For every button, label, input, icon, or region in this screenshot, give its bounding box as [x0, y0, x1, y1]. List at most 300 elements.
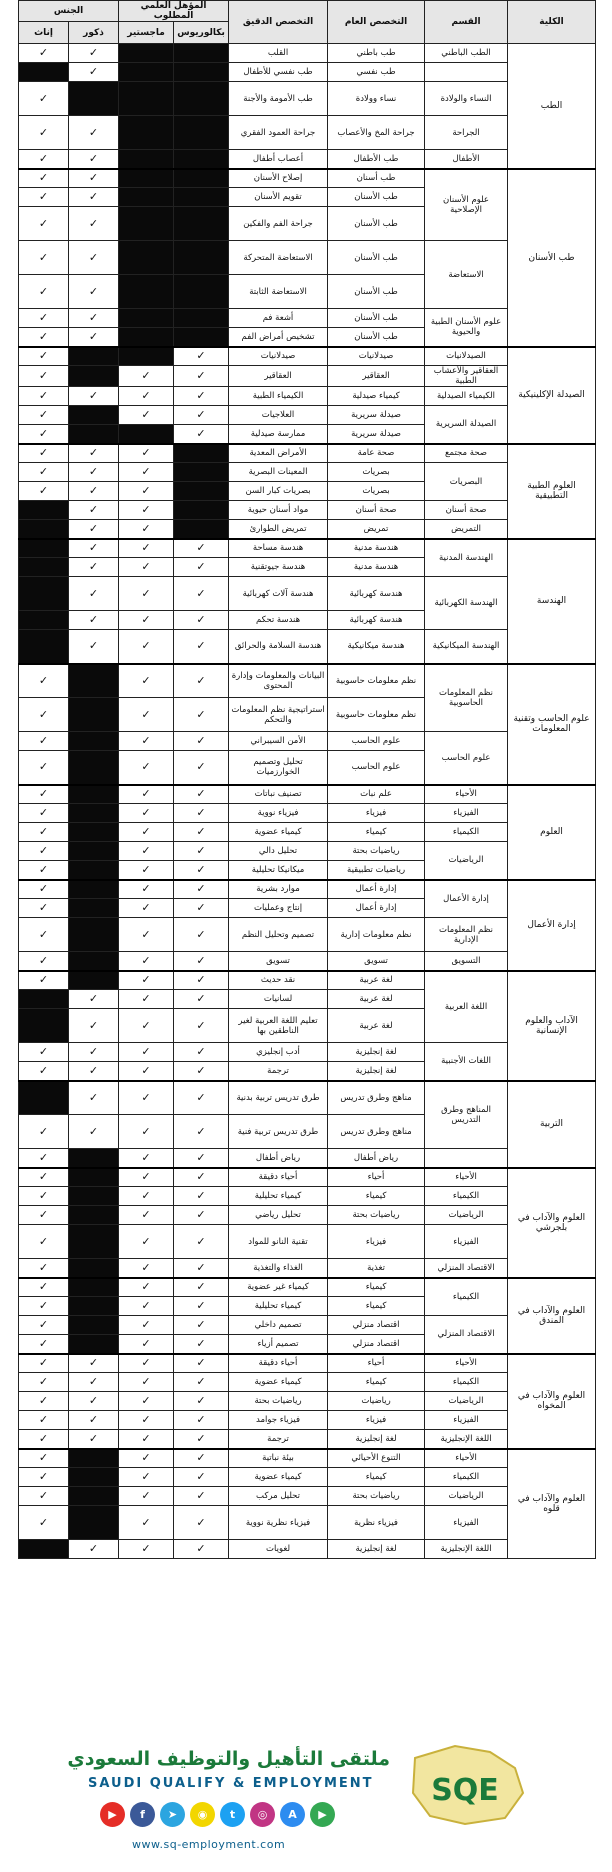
table-row: [19, 1081, 596, 1115]
general-major: اقتصاد منزلي: [328, 1335, 425, 1354]
college-name: إدارة الأعمال: [508, 880, 596, 971]
master-unavailable-cell: [119, 150, 174, 169]
male-unavailable-cell: [69, 861, 119, 880]
header-qualification: المؤهل العلمي المطلوب: [119, 1, 229, 22]
bachelor-check: ✓: [174, 952, 229, 971]
bachelor-check: ✓: [174, 732, 229, 751]
master-check: ✓: [119, 1187, 174, 1206]
master-check: ✓: [119, 1487, 174, 1506]
general-major: كيمياء: [328, 1187, 425, 1206]
table-row: [19, 347, 596, 366]
app-store-icon[interactable]: A: [280, 1802, 305, 1827]
general-major: تغذية: [328, 1259, 425, 1278]
master-check: ✓: [119, 1430, 174, 1449]
bachelor-check: ✓: [174, 1225, 229, 1259]
general-major: كيمياء: [328, 1297, 425, 1316]
bachelor-unavailable-cell: [174, 241, 229, 275]
department-name: علوم الأسنان الإصلاحية: [425, 169, 508, 241]
bachelor-unavailable-cell: [174, 63, 229, 82]
telegram-icon[interactable]: ➤: [160, 1802, 185, 1827]
general-major: لغة عربية: [328, 990, 425, 1009]
bachelor-check: ✓: [174, 1487, 229, 1506]
master-unavailable-cell: [119, 207, 174, 241]
bachelor-check: ✓: [174, 1335, 229, 1354]
header-male: ذكور: [69, 22, 119, 44]
female-check: ✓: [19, 1115, 69, 1149]
male-check: ✓: [69, 387, 119, 406]
master-check: ✓: [119, 990, 174, 1009]
college-name: العلوم والآداب في المندق: [508, 1278, 596, 1354]
male-unavailable-cell: [69, 785, 119, 804]
general-major: بصريات: [328, 463, 425, 482]
master-check: ✓: [119, 406, 174, 425]
specific-major: صيدلانيات: [229, 347, 328, 366]
general-major: نظم معلومات حاسوبية: [328, 698, 425, 732]
master-check: ✓: [119, 611, 174, 630]
specific-major: أحياء دقيقة: [229, 1168, 328, 1187]
bachelor-check: ✓: [174, 804, 229, 823]
general-major: طب الأسنان: [328, 275, 425, 309]
female-check: ✓: [19, 952, 69, 971]
youtube-icon[interactable]: ▶: [100, 1802, 125, 1827]
male-unavailable-cell: [69, 918, 119, 952]
college-name: العلوم والآداب في المخواه: [508, 1354, 596, 1449]
general-major: فيزياء نظرية: [328, 1506, 425, 1540]
specific-major: تقنية النانو للمواد: [229, 1225, 328, 1259]
master-check: ✓: [119, 1115, 174, 1149]
header-college: الكلية: [508, 1, 596, 44]
master-check: ✓: [119, 1540, 174, 1559]
department-name: الاقتصاد المنزلي: [425, 1316, 508, 1354]
female-unavailable-cell: [19, 630, 69, 664]
male-check: ✓: [69, 501, 119, 520]
master-check: ✓: [119, 1354, 174, 1373]
general-major: رياض أطفال: [328, 1149, 425, 1168]
female-check: ✓: [19, 347, 69, 366]
bachelor-unavailable-cell: [174, 150, 229, 169]
bachelor-check: ✓: [174, 1115, 229, 1149]
department-name: الرياضيات: [425, 1487, 508, 1506]
female-check: ✓: [19, 1168, 69, 1187]
google-play-icon[interactable]: ▶: [310, 1802, 335, 1827]
table-row: [19, 1168, 596, 1187]
master-check: ✓: [119, 463, 174, 482]
department-name: نظم المعلومات الحاسوبية: [425, 664, 508, 732]
female-check: ✓: [19, 1354, 69, 1373]
table-body: [19, 44, 596, 1559]
female-unavailable-cell: [19, 1081, 69, 1115]
master-check: ✓: [119, 501, 174, 520]
department-name: علوم الحاسب: [425, 732, 508, 785]
male-unavailable-cell: [69, 751, 119, 785]
master-check: ✓: [119, 1316, 174, 1335]
general-major: نساء وولادة: [328, 82, 425, 116]
department-name: [425, 1149, 508, 1168]
female-check: ✓: [19, 387, 69, 406]
master-unavailable-cell: [119, 347, 174, 366]
bachelor-check: ✓: [174, 785, 229, 804]
male-unavailable-cell: [69, 804, 119, 823]
master-check: ✓: [119, 823, 174, 842]
female-check: ✓: [19, 116, 69, 150]
male-check: ✓: [69, 520, 119, 539]
female-check: ✓: [19, 82, 69, 116]
general-major: لغة إنجليزية: [328, 1430, 425, 1449]
bachelor-unavailable-cell: [174, 309, 229, 328]
male-unavailable-cell: [69, 698, 119, 732]
master-check: ✓: [119, 1149, 174, 1168]
specific-major: موارد بشرية: [229, 880, 328, 899]
department-name: التمريض: [425, 520, 508, 539]
female-check: ✓: [19, 732, 69, 751]
female-check: ✓: [19, 861, 69, 880]
male-check: ✓: [69, 539, 119, 558]
specific-major: أعصاب أطفال: [229, 150, 328, 169]
bachelor-unavailable-cell: [174, 275, 229, 309]
department-name: العقاقير والأعشاب الطبية: [425, 366, 508, 387]
female-check: ✓: [19, 482, 69, 501]
header-gender: الجنس: [19, 1, 119, 22]
male-unavailable-cell: [69, 952, 119, 971]
female-check: ✓: [19, 842, 69, 861]
general-major: فيزياء: [328, 1225, 425, 1259]
specific-major: أدب إنجليزي: [229, 1043, 328, 1062]
female-unavailable-cell: [19, 990, 69, 1009]
table-row: [19, 169, 596, 188]
general-major: تسويق: [328, 952, 425, 971]
female-check: ✓: [19, 1062, 69, 1081]
specific-major: القلب: [229, 44, 328, 63]
sqe-logo: [395, 1738, 535, 1828]
female-check: ✓: [19, 1411, 69, 1430]
bachelor-check: ✓: [174, 1316, 229, 1335]
specific-major: طرق تدريس تربية فنية: [229, 1115, 328, 1149]
male-check: ✓: [69, 241, 119, 275]
bachelor-check: ✓: [174, 1392, 229, 1411]
specific-major: هندسة تحكم: [229, 611, 328, 630]
female-check: ✓: [19, 1506, 69, 1540]
master-check: ✓: [119, 1043, 174, 1062]
male-unavailable-cell: [69, 1225, 119, 1259]
specific-major: البيانات والمعلومات وإدارة المحتوى: [229, 664, 328, 698]
department-name: الأحياء: [425, 1449, 508, 1468]
department-name: الفيزياء: [425, 1411, 508, 1430]
general-major: هندسة مدنية: [328, 539, 425, 558]
specific-major: تصميم أزياء: [229, 1335, 328, 1354]
department-name: الكيمياء الصيدلية: [425, 387, 508, 406]
general-major: مناهج وطرق تدريس: [328, 1081, 425, 1115]
female-check: ✓: [19, 241, 69, 275]
twitter-icon[interactable]: t: [220, 1802, 245, 1827]
female-check: ✓: [19, 918, 69, 952]
male-check: ✓: [69, 1081, 119, 1115]
master-check: ✓: [119, 1392, 174, 1411]
general-major: صحة عامة: [328, 444, 425, 463]
male-unavailable-cell: [69, 1206, 119, 1225]
male-check: ✓: [69, 150, 119, 169]
specific-major: طب الأمومة والأجنة: [229, 82, 328, 116]
master-check: ✓: [119, 698, 174, 732]
specific-major: طب نفسي للأطفال: [229, 63, 328, 82]
general-major: أحياء: [328, 1168, 425, 1187]
master-check: ✓: [119, 558, 174, 577]
specific-major: جراحة العمود الفقري: [229, 116, 328, 150]
master-unavailable-cell: [119, 169, 174, 188]
male-check: ✓: [69, 1009, 119, 1043]
general-major: كيمياء: [328, 1468, 425, 1487]
female-check: ✓: [19, 207, 69, 241]
specific-major: تقويم الأسنان: [229, 188, 328, 207]
general-major: كيمياء: [328, 823, 425, 842]
facebook-icon[interactable]: f: [130, 1802, 155, 1827]
department-name: إدارة الأعمال: [425, 880, 508, 918]
male-check: ✓: [69, 207, 119, 241]
general-major: رياضيات بحتة: [328, 842, 425, 861]
specific-major: تشخيص أمراض الفم: [229, 328, 328, 347]
general-major: مناهج وطرق تدريس: [328, 1115, 425, 1149]
bachelor-check: ✓: [174, 1449, 229, 1468]
master-check: ✓: [119, 482, 174, 501]
specific-major: فيزياء نووية: [229, 804, 328, 823]
bachelor-check: ✓: [174, 1540, 229, 1559]
specific-major: تمريض الطوارئ: [229, 520, 328, 539]
bachelor-check: ✓: [174, 611, 229, 630]
male-check: ✓: [69, 1373, 119, 1392]
male-unavailable-cell: [69, 1297, 119, 1316]
specific-major: ترجمة: [229, 1062, 328, 1081]
college-name: التربية: [508, 1081, 596, 1168]
master-unavailable-cell: [119, 188, 174, 207]
general-major: تمريض: [328, 520, 425, 539]
specific-major: مواد أسنان حيوية: [229, 501, 328, 520]
specific-major: كيمياء عضوية: [229, 1373, 328, 1392]
bachelor-check: ✓: [174, 1062, 229, 1081]
female-check: ✓: [19, 1206, 69, 1225]
bachelor-unavailable-cell: [174, 188, 229, 207]
general-major: علم نبات: [328, 785, 425, 804]
female-check: ✓: [19, 1468, 69, 1487]
bachelor-check: ✓: [174, 1149, 229, 1168]
male-unavailable-cell: [69, 842, 119, 861]
master-unavailable-cell: [119, 425, 174, 444]
general-major: هندسة كهربائية: [328, 577, 425, 611]
female-check: ✓: [19, 804, 69, 823]
bachelor-check: ✓: [174, 577, 229, 611]
department-name: الفيزياء: [425, 1225, 508, 1259]
bachelor-unavailable-cell: [174, 520, 229, 539]
male-check: ✓: [69, 44, 119, 63]
college-name: علوم الحاسب وتقنية المعلومات: [508, 664, 596, 785]
female-unavailable-cell: [19, 577, 69, 611]
master-check: ✓: [119, 1468, 174, 1487]
bachelor-check: ✓: [174, 1168, 229, 1187]
specific-major: إنتاج وعمليات: [229, 899, 328, 918]
female-check: ✓: [19, 785, 69, 804]
male-unavailable-cell: [69, 880, 119, 899]
general-major: كيمياء: [328, 1373, 425, 1392]
master-check: ✓: [119, 880, 174, 899]
college-name: العلوم والآداب في بلجرشي: [508, 1168, 596, 1278]
female-check: ✓: [19, 275, 69, 309]
female-check: ✓: [19, 1373, 69, 1392]
specific-major: كيمياء عضوية: [229, 1468, 328, 1487]
specific-major: إصلاح الأسنان: [229, 169, 328, 188]
specific-major: ميكانيكا تحليلية: [229, 861, 328, 880]
master-unavailable-cell: [119, 44, 174, 63]
female-check: ✓: [19, 1187, 69, 1206]
master-check: ✓: [119, 785, 174, 804]
department-name: الكيمياء: [425, 823, 508, 842]
table-row: [19, 1449, 596, 1468]
master-check: ✓: [119, 1225, 174, 1259]
general-major: فيزياء: [328, 804, 425, 823]
specific-major: فيزياء نظرية نووية: [229, 1506, 328, 1540]
master-check: ✓: [119, 444, 174, 463]
male-unavailable-cell: [69, 1335, 119, 1354]
master-unavailable-cell: [119, 328, 174, 347]
male-check: ✓: [69, 990, 119, 1009]
master-check: ✓: [119, 918, 174, 952]
bachelor-check: ✓: [174, 1297, 229, 1316]
header-master: ماجستير: [119, 22, 174, 44]
female-check: ✓: [19, 1043, 69, 1062]
master-check: ✓: [119, 577, 174, 611]
general-major: إدارة أعمال: [328, 899, 425, 918]
master-check: ✓: [119, 971, 174, 990]
department-name: الأحياء: [425, 785, 508, 804]
general-major: صيدلة سريرية: [328, 425, 425, 444]
bachelor-unavailable-cell: [174, 482, 229, 501]
snapchat-icon[interactable]: ◉: [190, 1802, 215, 1827]
master-unavailable-cell: [119, 116, 174, 150]
college-name: الآداب والعلوم الإنسانية: [508, 971, 596, 1081]
table-row: [19, 880, 596, 899]
master-check: ✓: [119, 630, 174, 664]
general-major: كيمياء صيدلية: [328, 387, 425, 406]
female-check: ✓: [19, 1316, 69, 1335]
male-unavailable-cell: [69, 425, 119, 444]
table-row: [19, 44, 596, 63]
department-name: اللغات الأجنبية: [425, 1043, 508, 1081]
female-check: ✓: [19, 1449, 69, 1468]
general-major: هندسة ميكانيكية: [328, 630, 425, 664]
college-name: الصيدلة الإكلينيكية: [508, 347, 596, 444]
female-unavailable-cell: [19, 611, 69, 630]
specific-major: هندسة جيوتقنية: [229, 558, 328, 577]
male-unavailable-cell: [69, 823, 119, 842]
general-major: أحياء: [328, 1354, 425, 1373]
bachelor-check: ✓: [174, 990, 229, 1009]
instagram-icon[interactable]: ◎: [250, 1802, 275, 1827]
specific-major: رياض أطفال: [229, 1149, 328, 1168]
general-major: طب الأسنان: [328, 328, 425, 347]
male-unavailable-cell: [69, 1506, 119, 1540]
bachelor-check: ✓: [174, 1430, 229, 1449]
master-check: ✓: [119, 539, 174, 558]
specific-major: أشعة فم: [229, 309, 328, 328]
general-major: علوم الحاسب: [328, 732, 425, 751]
general-major: رياضيات: [328, 1392, 425, 1411]
male-unavailable-cell: [69, 82, 119, 116]
male-check: ✓: [69, 482, 119, 501]
bachelor-check: ✓: [174, 1468, 229, 1487]
department-name: الأحياء: [425, 1354, 508, 1373]
bachelor-check: ✓: [174, 630, 229, 664]
bachelor-check: ✓: [174, 387, 229, 406]
specific-major: أحياء دقيقة: [229, 1354, 328, 1373]
specific-major: كيمياء تحليلية: [229, 1297, 328, 1316]
specific-major: ممارسة صيدلية: [229, 425, 328, 444]
male-check: ✓: [69, 328, 119, 347]
male-check: ✓: [69, 558, 119, 577]
header-department: القسم: [425, 1, 508, 44]
specific-major: نقد حديث: [229, 971, 328, 990]
specific-major: الأمراض المعدية: [229, 444, 328, 463]
general-major: صيدلانيات: [328, 347, 425, 366]
general-major: صيدلة سريرية: [328, 406, 425, 425]
specific-major: المعينات البصرية: [229, 463, 328, 482]
specific-major: الغذاء والتغذية: [229, 1259, 328, 1278]
department-name: الأطفال: [425, 150, 508, 169]
general-major: علوم الحاسب: [328, 751, 425, 785]
bachelor-check: ✓: [174, 1187, 229, 1206]
master-check: ✓: [119, 1297, 174, 1316]
female-unavailable-cell: [19, 558, 69, 577]
female-check: ✓: [19, 1392, 69, 1411]
male-check: ✓: [69, 463, 119, 482]
bachelor-check: ✓: [174, 1411, 229, 1430]
master-check: ✓: [119, 1259, 174, 1278]
bachelor-check: ✓: [174, 1278, 229, 1297]
table-header: [19, 1, 596, 44]
bachelor-check: ✓: [174, 899, 229, 918]
bachelor-check: ✓: [174, 1354, 229, 1373]
website-url[interactable]: www.sq-employment.com: [132, 1838, 286, 1851]
bachelor-unavailable-cell: [174, 207, 229, 241]
master-unavailable-cell: [119, 275, 174, 309]
bachelor-unavailable-cell: [174, 44, 229, 63]
table-row: [19, 971, 596, 990]
bachelor-unavailable-cell: [174, 463, 229, 482]
department-name: اللغة الإنجليزية: [425, 1540, 508, 1559]
general-major: رياضيات بحتة: [328, 1206, 425, 1225]
social-icons: [100, 1802, 335, 1827]
male-unavailable-cell: [69, 406, 119, 425]
male-unavailable-cell: [69, 664, 119, 698]
male-check: ✓: [69, 1354, 119, 1373]
general-major: هندسة كهربائية: [328, 611, 425, 630]
male-check: ✓: [69, 188, 119, 207]
master-check: ✓: [119, 1449, 174, 1468]
male-unavailable-cell: [69, 1487, 119, 1506]
general-major: لغة إنجليزية: [328, 1540, 425, 1559]
male-unavailable-cell: [69, 1278, 119, 1297]
department-name: الاقتصاد المنزلي: [425, 1259, 508, 1278]
header-specific-major: التخصص الدقيق: [229, 1, 328, 44]
master-check: ✓: [119, 861, 174, 880]
specific-major: تحليل مركب: [229, 1487, 328, 1506]
general-major: رياضيات تطبيقية: [328, 861, 425, 880]
bachelor-check: ✓: [174, 1009, 229, 1043]
department-name: الهندسة الكهربائية: [425, 577, 508, 630]
female-check: ✓: [19, 1278, 69, 1297]
specific-major: فيزياء جوامد: [229, 1411, 328, 1430]
female-check: ✓: [19, 406, 69, 425]
male-check: ✓: [69, 577, 119, 611]
bachelor-check: ✓: [174, 1506, 229, 1540]
general-major: لغة عربية: [328, 1009, 425, 1043]
master-check: ✓: [119, 366, 174, 387]
